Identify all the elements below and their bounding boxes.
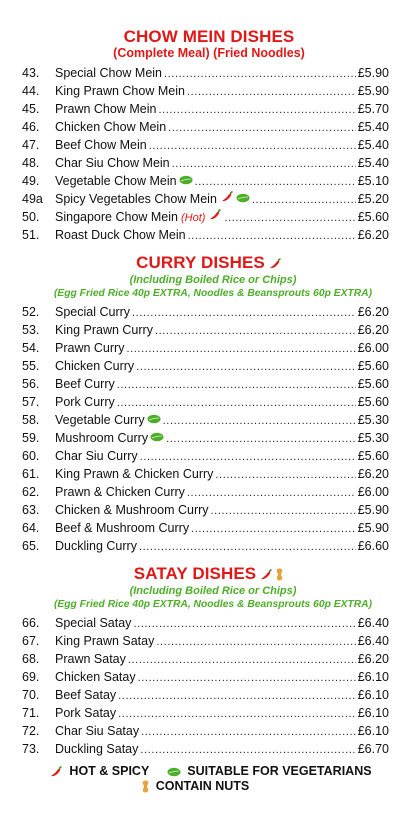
item-number: 50. [22,210,40,224]
leader-dots [211,501,356,520]
menu-item [22,668,389,686]
leader-dots [166,429,356,448]
menu-item [22,339,389,357]
item-price: £5.60 [357,395,389,409]
item-name: Chicken Satay [55,670,136,684]
leader-dots [191,519,356,538]
leader-dots [136,357,356,376]
leader-dots [168,118,356,137]
chow-mein-section [22,0,418,244]
chow-mein-list [22,64,418,244]
item-name: Pork Curry [55,395,115,409]
satay-title-text: SATAY DISHES [133,564,257,583]
item-number: 62. [22,485,40,499]
item-name: Vegetable Curry [55,413,145,427]
item-name: Special Satay [55,616,132,630]
menu-item [22,100,389,118]
item-name: King Prawn & Chicken Curry [55,467,214,481]
menu-item [22,704,389,722]
item-name: Mushroom Curry [55,431,149,445]
menu-item [22,650,389,668]
curry-title [22,254,418,272]
item-name: Singapore Chow Mein [55,210,178,224]
menu-item [22,411,389,429]
item-name: Vegetable Chow Mein [55,174,177,188]
legend-veg-label: SUITABLE FOR VEGETARIANS [187,764,372,778]
leaf-icon [150,432,164,442]
leader-dots [164,64,356,83]
menu-item [22,483,389,501]
item-name: Duckling Satay [55,742,139,756]
menu-item [22,429,389,447]
item-name: King Prawn Curry [55,323,153,337]
item-name: King Prawn Satay [55,634,155,648]
leader-dots [195,172,356,191]
menu-item [22,82,389,100]
item-number: 67. [22,634,40,648]
leader-dots [215,465,355,484]
item-number: 72. [22,724,40,738]
menu-item [22,208,389,226]
leader-dots [139,537,356,556]
item-price: £5.10 [357,174,389,188]
leader-dots [156,632,355,651]
menu-item [22,321,389,339]
item-number: 61. [22,467,40,481]
menu-item [22,64,389,82]
leader-dots [138,668,356,687]
legend-row [22,764,396,779]
item-number: 68. [22,652,40,666]
leader-dots [158,100,355,119]
item-price: £5.60 [357,210,389,224]
peanut-icon [141,780,150,793]
curry-title-text: CURRY DISHES [136,253,265,272]
item-name: Prawn Chow Mein [55,102,157,116]
leader-dots [163,411,356,430]
item-name: Chicken Chow Mein [55,120,167,134]
chili-icon [208,209,222,221]
item-number: 66. [22,616,40,630]
item-number: 45. [22,102,40,116]
legend-hot [46,764,149,779]
item-price: £6.20 [357,228,389,242]
peanut-icon [275,568,284,581]
item-name: Spicy Vegetables Chow Mein [55,192,217,206]
leader-dots [155,321,356,340]
item-number: 47. [22,138,40,152]
item-price: £5.60 [357,449,389,463]
satay-title [22,565,418,583]
item-price: £5.70 [357,102,389,116]
item-price: £6.20 [357,467,389,481]
leader-dots [188,226,356,245]
curry-section [22,244,418,555]
item-name: Beef Satay [55,688,117,702]
item-number: 57. [22,395,40,409]
item-number: 73. [22,742,40,756]
item-price: £6.60 [357,539,389,553]
item-number: 69. [22,670,40,684]
item-number: 65. [22,539,40,553]
chili-icon [49,766,63,778]
leader-dots [224,208,355,227]
menu-item [22,614,389,632]
item-name: Special Chow Mein [55,66,162,80]
item-number: 60. [22,449,40,463]
leader-dots [140,740,355,759]
menu-item [22,740,389,758]
item-price: £5.30 [357,413,389,427]
curry-note-rice: (Including Boiled Rice or Chips) [129,274,297,286]
menu-item [22,190,389,208]
chili-icon [268,258,282,270]
leader-dots [141,722,356,741]
item-number: 52. [22,305,40,319]
item-price: £6.20 [357,305,389,319]
item-number: 49. [22,174,40,188]
item-number: 53. [22,323,40,337]
item-name: Chicken & Mushroom Curry [55,503,209,517]
chow-mein-title: CHOW MEIN DISHES [123,27,295,46]
item-name: Duckling Curry [55,539,137,553]
item-name: Pork Satay [55,706,117,720]
item-price: £5.90 [357,503,389,517]
item-number: 71. [22,706,40,720]
item-price: £6.10 [357,688,389,702]
item-price: £6.00 [357,341,389,355]
item-number: 63. [22,503,40,517]
item-price: £5.60 [357,359,389,373]
legend-hot-label: HOT & SPICY [69,764,150,778]
leader-dots [133,614,355,633]
menu-item [22,722,389,740]
item-name: Roast Duck Chow Mein [55,228,186,242]
item-price: £6.00 [357,485,389,499]
legend-nuts-label: CONTAIN NUTS [155,779,250,793]
leader-dots [117,375,356,394]
item-name: Prawn & Chicken Curry [55,485,185,499]
item-price: £6.40 [357,634,389,648]
menu-item [22,357,389,375]
legend-veg [165,764,371,779]
item-name: King Prawn Chow Mein [55,84,185,98]
leaf-icon [167,767,181,777]
leader-dots [118,704,356,723]
item-name: Special Curry [55,305,131,319]
leader-dots [118,686,356,705]
menu-item [22,172,389,190]
chili-icon [259,569,273,581]
item-price: £5.30 [357,431,389,445]
menu-item [22,226,389,244]
item-price: £6.10 [357,724,389,738]
menu-item [22,465,389,483]
menu-item [22,447,389,465]
item-price: £6.70 [357,742,389,756]
item-name: Char Siu Satay [55,724,140,738]
legend-row [22,779,396,794]
item-price: £6.10 [357,670,389,684]
menu-item [22,303,389,321]
item-number: 58. [22,413,40,427]
item-price: £5.90 [357,521,389,535]
item-price: £5.40 [357,138,389,152]
menu-item [22,686,389,704]
leader-dots [117,393,356,412]
chili-icon [220,191,234,203]
legend [22,764,418,794]
leader-dots [187,483,356,502]
menu-item [22,375,389,393]
leader-dots [128,650,356,669]
item-number: 54. [22,341,40,355]
item-name: Char Siu Chow Mein [55,156,170,170]
leaf-icon [179,175,193,185]
item-number: 64. [22,521,40,535]
item-price: £5.90 [357,66,389,80]
menu-item [22,154,389,172]
curry-list [22,303,418,555]
leader-dots [149,136,356,155]
item-number: 43. [22,66,40,80]
item-name: Prawn Curry [55,341,125,355]
hot-label: (Hot) [181,212,206,224]
menu-item [22,393,389,411]
item-number: 51. [22,228,40,242]
chow-mein-subtitle: (Complete Meal) (Fried Noodles) [113,46,305,60]
item-number: 44. [22,84,40,98]
leader-dots [132,303,356,322]
item-number: 70. [22,688,40,702]
item-name: Beef & Mushroom Curry [55,521,190,535]
item-name: Char Siu Curry [55,449,138,463]
item-price: £5.90 [357,84,389,98]
satay-list [22,614,418,758]
item-number: 56. [22,377,40,391]
item-number: 49a [22,192,43,206]
menu-item [22,136,389,154]
item-number: 59. [22,431,40,445]
item-price: £6.40 [357,616,389,630]
item-name: Beef Curry [55,377,115,391]
item-name: Beef Chow Mein [55,138,147,152]
item-price: £5.60 [357,377,389,391]
menu-item [22,537,389,555]
satay-section [22,555,418,758]
item-name: Chicken Curry [55,359,135,373]
leader-dots [187,82,356,101]
satay-note-extras: (Egg Fried Rice 40p EXTRA, Noodles & Beansprouts 60p EXTRA) [53,599,373,610]
menu-item [22,118,389,136]
item-price: £6.20 [357,323,389,337]
item-number: 46. [22,120,40,134]
leader-dots [172,154,356,173]
item-number: 55. [22,359,40,373]
item-number: 48. [22,156,40,170]
leader-dots [252,190,356,209]
leader-dots [126,339,355,358]
satay-note-rice: (Including Boiled Rice or Chips) [129,585,297,597]
menu-item [22,632,389,650]
item-name: Prawn Satay [55,652,126,666]
leaf-icon [147,414,161,424]
item-price: £5.20 [357,192,389,206]
menu-item [22,501,389,519]
leaf-icon [236,193,250,203]
curry-note-extras: (Egg Fried Rice 40p EXTRA, Noodles & Beansprouts 60p EXTRA) [53,288,373,299]
menu-item [22,519,389,537]
leader-dots [140,447,356,466]
item-price: £6.10 [357,706,389,720]
item-price: £5.40 [357,120,389,134]
item-price: £6.20 [357,652,389,666]
item-price: £5.40 [357,156,389,170]
legend-nuts [139,779,250,794]
